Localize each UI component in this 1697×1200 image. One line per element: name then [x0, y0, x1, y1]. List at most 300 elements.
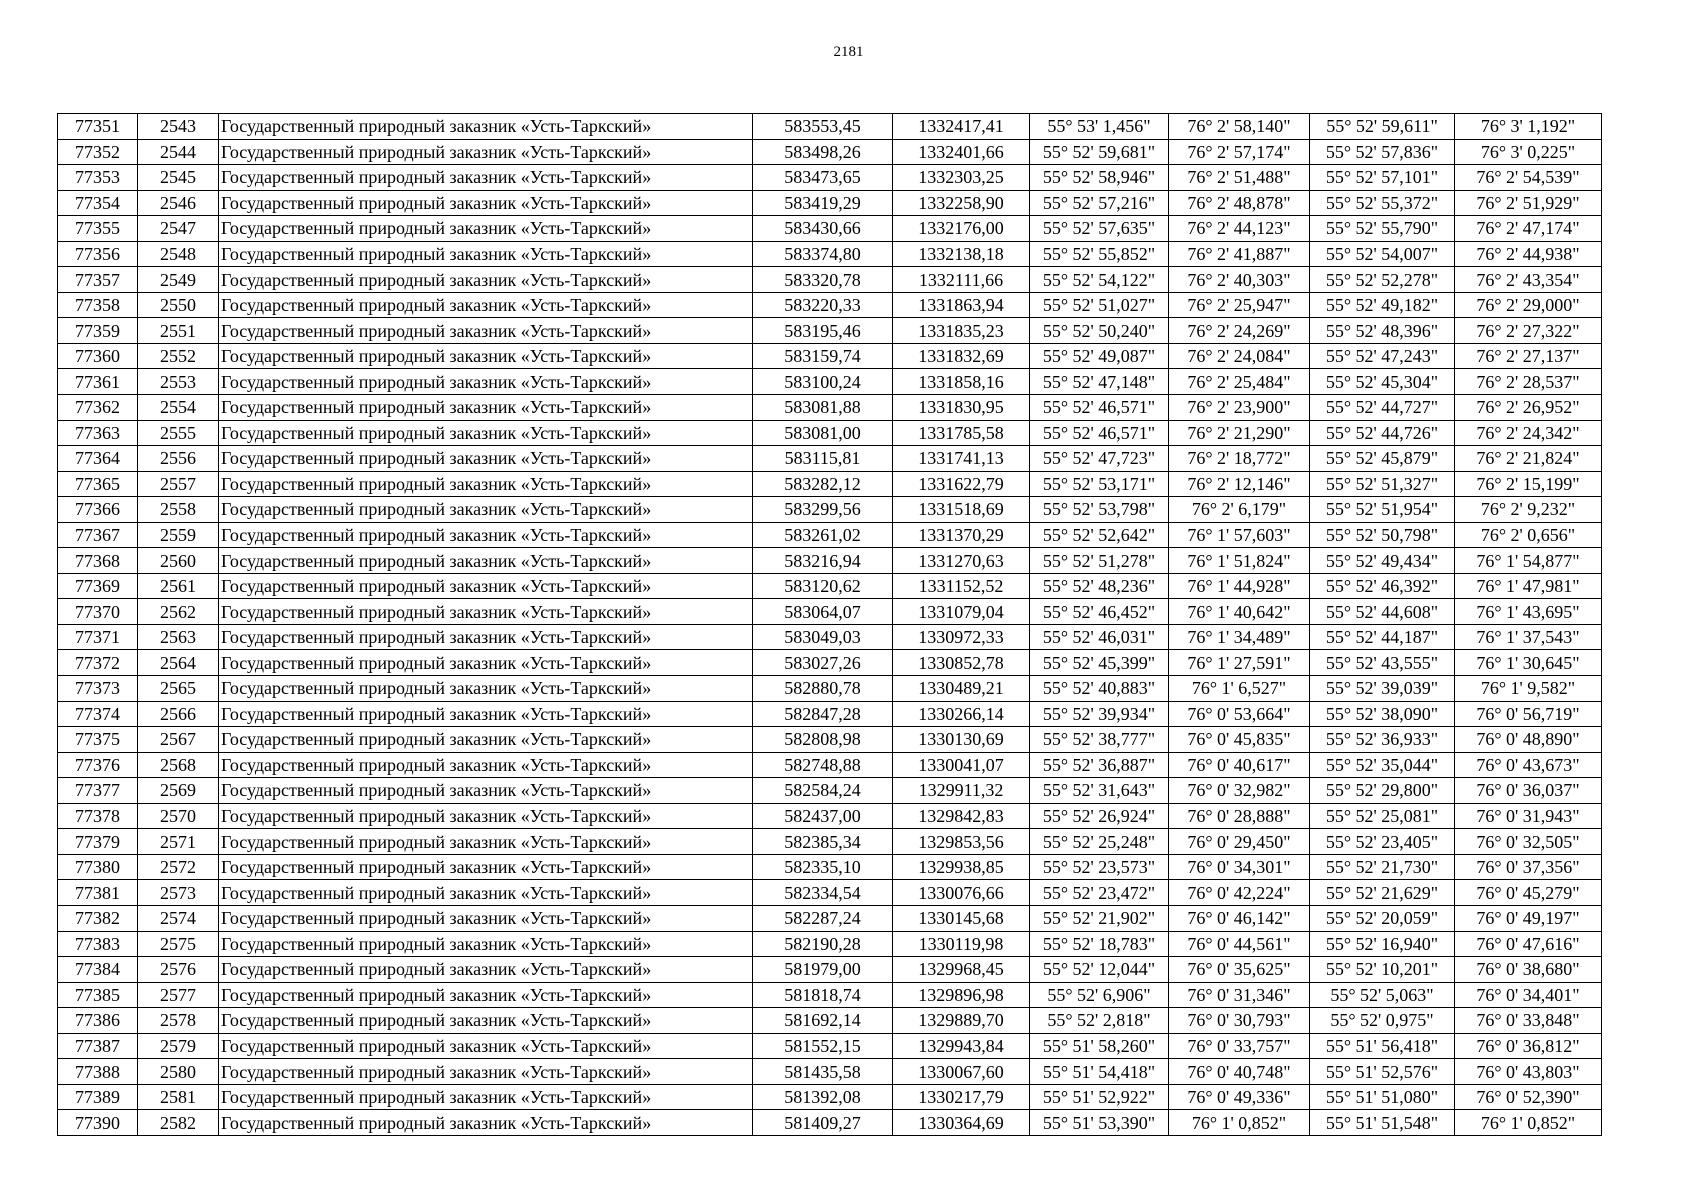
record-id-cell: 77387: [58, 1033, 138, 1059]
record-id-cell: 77371: [58, 624, 138, 650]
point-number-cell: 2566: [138, 701, 219, 727]
object-name-cell: Государственный природный заказник «Усть-Таркский»: [219, 522, 753, 548]
object-name-cell: Государственный природный заказник «Усть-Таркский»: [219, 548, 753, 574]
latitude-1-cell: 55° 52' 53,171": [1030, 471, 1169, 497]
latitude-1-cell: 55° 52' 58,946": [1030, 165, 1169, 191]
point-number-cell: 2558: [138, 497, 219, 523]
table-row: [58, 241, 1602, 267]
point-number-cell: 2567: [138, 727, 219, 753]
longitude-2-cell: 76° 0' 49,197": [1455, 905, 1602, 931]
object-name-cell: Государственный природный заказник «Усть-Таркский»: [219, 241, 753, 267]
x-coordinate-cell: 583374,80: [753, 241, 893, 267]
latitude-2-cell: 55° 52' 49,182": [1310, 292, 1455, 318]
latitude-2-cell: 55° 52' 54,007": [1310, 241, 1455, 267]
point-number-cell: 2553: [138, 369, 219, 395]
table-row: [58, 727, 1602, 753]
point-number-cell: 2571: [138, 829, 219, 855]
y-coordinate-cell: 1332258,90: [893, 190, 1030, 216]
latitude-2-cell: 55° 52' 55,790": [1310, 216, 1455, 242]
point-number-cell: 2544: [138, 139, 219, 165]
longitude-1-cell: 76° 0' 32,982": [1169, 778, 1310, 804]
latitude-1-cell: 55° 52' 12,044": [1030, 957, 1169, 983]
longitude-1-cell: 76° 2' 41,887": [1169, 241, 1310, 267]
record-id-cell: 77370: [58, 599, 138, 625]
x-coordinate-cell: 582437,00: [753, 803, 893, 829]
x-coordinate-cell: 583473,65: [753, 165, 893, 191]
point-number-cell: 2547: [138, 216, 219, 242]
object-name-cell: Государственный природный заказник «Усть-Таркский»: [219, 752, 753, 778]
latitude-2-cell: 55° 52' 52,278": [1310, 267, 1455, 293]
y-coordinate-cell: 1331079,04: [893, 599, 1030, 625]
record-id-cell: 77378: [58, 803, 138, 829]
longitude-1-cell: 76° 1' 40,642": [1169, 599, 1310, 625]
latitude-1-cell: 55° 52' 55,852": [1030, 241, 1169, 267]
x-coordinate-cell: 581818,74: [753, 982, 893, 1008]
x-coordinate-cell: 583115,81: [753, 446, 893, 472]
table-row: [58, 139, 1602, 165]
record-id-cell: 77358: [58, 292, 138, 318]
longitude-2-cell: 76° 2' 28,537": [1455, 369, 1602, 395]
x-coordinate-cell: 582334,54: [753, 880, 893, 906]
latitude-1-cell: 55° 52' 52,642": [1030, 522, 1169, 548]
record-id-cell: 77377: [58, 778, 138, 804]
y-coordinate-cell: 1329938,85: [893, 854, 1030, 880]
latitude-2-cell: 55° 51' 51,548": [1310, 1110, 1455, 1136]
y-coordinate-cell: 1329889,70: [893, 1008, 1030, 1034]
longitude-2-cell: 76° 1' 30,645": [1455, 650, 1602, 676]
longitude-2-cell: 76° 2' 0,656": [1455, 522, 1602, 548]
object-name-cell: Государственный природный заказник «Усть-Таркский»: [219, 216, 753, 242]
longitude-2-cell: 76° 1' 37,543": [1455, 624, 1602, 650]
table-row: [58, 1110, 1602, 1136]
point-number-cell: 2569: [138, 778, 219, 804]
record-id-cell: 77385: [58, 982, 138, 1008]
object-name-cell: Государственный природный заказник «Усть-Таркский»: [219, 676, 753, 702]
latitude-1-cell: 55° 52' 57,216": [1030, 190, 1169, 216]
x-coordinate-cell: 582335,10: [753, 854, 893, 880]
table-row: [58, 599, 1602, 625]
longitude-1-cell: 76° 1' 0,852": [1169, 1110, 1310, 1136]
longitude-1-cell: 76° 0' 40,748": [1169, 1059, 1310, 1085]
record-id-cell: 77384: [58, 957, 138, 983]
longitude-1-cell: 76° 2' 12,146": [1169, 471, 1310, 497]
point-number-cell: 2552: [138, 343, 219, 369]
latitude-2-cell: 55° 52' 57,101": [1310, 165, 1455, 191]
y-coordinate-cell: 1330130,69: [893, 727, 1030, 753]
x-coordinate-cell: 582584,24: [753, 778, 893, 804]
x-coordinate-cell: 583120,62: [753, 573, 893, 599]
latitude-2-cell: 55° 52' 21,629": [1310, 880, 1455, 906]
record-id-cell: 77380: [58, 854, 138, 880]
longitude-1-cell: 76° 0' 49,336": [1169, 1084, 1310, 1110]
table-row: [58, 369, 1602, 395]
record-id-cell: 77368: [58, 548, 138, 574]
y-coordinate-cell: 1332111,66: [893, 267, 1030, 293]
longitude-1-cell: 76° 2' 21,290": [1169, 420, 1310, 446]
point-number-cell: 2572: [138, 854, 219, 880]
point-number-cell: 2564: [138, 650, 219, 676]
x-coordinate-cell: 583049,03: [753, 624, 893, 650]
point-number-cell: 2551: [138, 318, 219, 344]
point-number-cell: 2565: [138, 676, 219, 702]
latitude-1-cell: 55° 52' 2,818": [1030, 1008, 1169, 1034]
latitude-2-cell: 55° 52' 25,081": [1310, 803, 1455, 829]
table-row: [58, 548, 1602, 574]
object-name-cell: Государственный природный заказник «Усть-Таркский»: [219, 1110, 753, 1136]
latitude-1-cell: 55° 52' 57,635": [1030, 216, 1169, 242]
table-row: [58, 676, 1602, 702]
record-id-cell: 77361: [58, 369, 138, 395]
table-row: [58, 216, 1602, 242]
longitude-2-cell: 76° 1' 9,582": [1455, 676, 1602, 702]
x-coordinate-cell: 583299,56: [753, 497, 893, 523]
point-number-cell: 2579: [138, 1033, 219, 1059]
table-row: [58, 395, 1602, 421]
y-coordinate-cell: 1332401,66: [893, 139, 1030, 165]
point-number-cell: 2556: [138, 446, 219, 472]
y-coordinate-cell: 1331152,52: [893, 573, 1030, 599]
latitude-2-cell: 55° 52' 45,304": [1310, 369, 1455, 395]
point-number-cell: 2555: [138, 420, 219, 446]
latitude-1-cell: 55° 53' 1,456": [1030, 114, 1169, 140]
point-number-cell: 2545: [138, 165, 219, 191]
x-coordinate-cell: 583419,29: [753, 190, 893, 216]
y-coordinate-cell: 1330972,33: [893, 624, 1030, 650]
x-coordinate-cell: 583081,88: [753, 395, 893, 421]
longitude-1-cell: 76° 2' 25,484": [1169, 369, 1310, 395]
record-id-cell: 77388: [58, 1059, 138, 1085]
y-coordinate-cell: 1332417,41: [893, 114, 1030, 140]
latitude-2-cell: 55° 52' 35,044": [1310, 752, 1455, 778]
object-name-cell: Государственный природный заказник «Усть-Таркский»: [219, 318, 753, 344]
table-row: [58, 905, 1602, 931]
object-name-cell: Государственный природный заказник «Усть-Таркский»: [219, 190, 753, 216]
latitude-2-cell: 55° 52' 5,063": [1310, 982, 1455, 1008]
longitude-2-cell: 76° 0' 43,673": [1455, 752, 1602, 778]
longitude-2-cell: 76° 3' 0,225": [1455, 139, 1602, 165]
latitude-1-cell: 55° 52' 48,236": [1030, 573, 1169, 599]
object-name-cell: Государственный природный заказник «Усть-Таркский»: [219, 471, 753, 497]
longitude-1-cell: 76° 0' 42,224": [1169, 880, 1310, 906]
latitude-2-cell: 55° 52' 49,434": [1310, 548, 1455, 574]
latitude-1-cell: 55° 52' 26,924": [1030, 803, 1169, 829]
point-number-cell: 2546: [138, 190, 219, 216]
latitude-2-cell: 55° 52' 48,396": [1310, 318, 1455, 344]
latitude-2-cell: 55° 52' 44,187": [1310, 624, 1455, 650]
latitude-1-cell: 55° 52' 59,681": [1030, 139, 1169, 165]
longitude-2-cell: 76° 2' 29,000": [1455, 292, 1602, 318]
page-number: 2181: [833, 44, 864, 60]
x-coordinate-cell: 581552,15: [753, 1033, 893, 1059]
y-coordinate-cell: 1330489,21: [893, 676, 1030, 702]
y-coordinate-cell: 1331622,79: [893, 471, 1030, 497]
y-coordinate-cell: 1329911,32: [893, 778, 1030, 804]
longitude-1-cell: 76° 0' 30,793": [1169, 1008, 1310, 1034]
object-name-cell: Государственный природный заказник «Усть-Таркский»: [219, 1059, 753, 1085]
longitude-1-cell: 76° 0' 44,561": [1169, 931, 1310, 957]
table-row: [58, 114, 1602, 140]
x-coordinate-cell: 583216,94: [753, 548, 893, 574]
latitude-1-cell: 55° 52' 46,452": [1030, 599, 1169, 625]
latitude-1-cell: 55° 52' 54,122": [1030, 267, 1169, 293]
x-coordinate-cell: 581392,08: [753, 1084, 893, 1110]
latitude-1-cell: 55° 52' 46,571": [1030, 395, 1169, 421]
latitude-2-cell: 55° 52' 51,954": [1310, 497, 1455, 523]
point-number-cell: 2578: [138, 1008, 219, 1034]
x-coordinate-cell: 582287,24: [753, 905, 893, 931]
table-row: [58, 752, 1602, 778]
object-name-cell: Государственный природный заказник «Усть-Таркский»: [219, 701, 753, 727]
record-id-cell: 77367: [58, 522, 138, 548]
x-coordinate-cell: 583064,07: [753, 599, 893, 625]
table-row: [58, 854, 1602, 880]
latitude-1-cell: 55° 52' 47,723": [1030, 446, 1169, 472]
latitude-1-cell: 55° 52' 53,798": [1030, 497, 1169, 523]
record-id-cell: 77390: [58, 1110, 138, 1136]
longitude-2-cell: 76° 2' 51,929": [1455, 190, 1602, 216]
latitude-2-cell: 55° 52' 47,243": [1310, 343, 1455, 369]
table-row: [58, 292, 1602, 318]
latitude-1-cell: 55° 51' 52,922": [1030, 1084, 1169, 1110]
latitude-1-cell: 55° 52' 18,783": [1030, 931, 1169, 957]
x-coordinate-cell: 583320,78: [753, 267, 893, 293]
point-number-cell: 2563: [138, 624, 219, 650]
point-number-cell: 2575: [138, 931, 219, 957]
record-id-cell: 77365: [58, 471, 138, 497]
latitude-2-cell: 55° 52' 51,327": [1310, 471, 1455, 497]
table-row: [58, 471, 1602, 497]
table-row: [58, 624, 1602, 650]
longitude-2-cell: 76° 1' 47,981": [1455, 573, 1602, 599]
object-name-cell: Государственный природный заказник «Усть-Таркский»: [219, 343, 753, 369]
longitude-2-cell: 76° 2' 26,952": [1455, 395, 1602, 421]
x-coordinate-cell: 583195,46: [753, 318, 893, 344]
longitude-1-cell: 76° 2' 18,772": [1169, 446, 1310, 472]
record-id-cell: 77366: [58, 497, 138, 523]
longitude-1-cell: 76° 2' 44,123": [1169, 216, 1310, 242]
object-name-cell: Государственный природный заказник «Усть-Таркский»: [219, 829, 753, 855]
object-name-cell: Государственный природный заказник «Усть-Таркский»: [219, 778, 753, 804]
longitude-1-cell: 76° 2' 23,900": [1169, 395, 1310, 421]
latitude-1-cell: 55° 52' 46,571": [1030, 420, 1169, 446]
longitude-1-cell: 76° 0' 33,757": [1169, 1033, 1310, 1059]
longitude-2-cell: 76° 0' 43,803": [1455, 1059, 1602, 1085]
latitude-2-cell: 55° 52' 20,059": [1310, 905, 1455, 931]
record-id-cell: 77386: [58, 1008, 138, 1034]
longitude-2-cell: 76° 2' 43,354": [1455, 267, 1602, 293]
record-id-cell: 77372: [58, 650, 138, 676]
longitude-1-cell: 76° 0' 31,346": [1169, 982, 1310, 1008]
latitude-1-cell: 55° 52' 51,027": [1030, 292, 1169, 318]
longitude-2-cell: 76° 0' 33,848": [1455, 1008, 1602, 1034]
table-row: [58, 1008, 1602, 1034]
record-id-cell: 77379: [58, 829, 138, 855]
x-coordinate-cell: 582847,28: [753, 701, 893, 727]
longitude-2-cell: 76° 0' 36,037": [1455, 778, 1602, 804]
y-coordinate-cell: 1330364,69: [893, 1110, 1030, 1136]
record-id-cell: 77382: [58, 905, 138, 931]
latitude-1-cell: 55° 52' 6,906": [1030, 982, 1169, 1008]
longitude-1-cell: 76° 0' 29,450": [1169, 829, 1310, 855]
y-coordinate-cell: 1329896,98: [893, 982, 1030, 1008]
latitude-1-cell: 55° 51' 53,390": [1030, 1110, 1169, 1136]
coordinates-table: [57, 113, 1602, 1136]
latitude-2-cell: 55° 51' 56,418": [1310, 1033, 1455, 1059]
record-id-cell: 77364: [58, 446, 138, 472]
latitude-2-cell: 55° 52' 44,727": [1310, 395, 1455, 421]
latitude-1-cell: 55° 52' 23,472": [1030, 880, 1169, 906]
x-coordinate-cell: 583100,24: [753, 369, 893, 395]
x-coordinate-cell: 581979,00: [753, 957, 893, 983]
object-name-cell: Государственный природный заказник «Усть-Таркский»: [219, 803, 753, 829]
point-number-cell: 2557: [138, 471, 219, 497]
longitude-2-cell: 76° 0' 31,943": [1455, 803, 1602, 829]
y-coordinate-cell: 1331270,63: [893, 548, 1030, 574]
x-coordinate-cell: 583282,12: [753, 471, 893, 497]
latitude-2-cell: 55° 52' 10,201": [1310, 957, 1455, 983]
longitude-2-cell: 76° 0' 32,505": [1455, 829, 1602, 855]
latitude-1-cell: 55° 52' 51,278": [1030, 548, 1169, 574]
object-name-cell: Государственный природный заказник «Усть-Таркский»: [219, 369, 753, 395]
record-id-cell: 77359: [58, 318, 138, 344]
longitude-2-cell: 76° 2' 21,824": [1455, 446, 1602, 472]
table-row: [58, 267, 1602, 293]
record-id-cell: 77352: [58, 139, 138, 165]
record-id-cell: 77353: [58, 165, 138, 191]
longitude-2-cell: 76° 2' 9,232": [1455, 497, 1602, 523]
record-id-cell: 77360: [58, 343, 138, 369]
object-name-cell: Государственный природный заказник «Усть-Таркский»: [219, 573, 753, 599]
longitude-2-cell: 76° 2' 44,938": [1455, 241, 1602, 267]
table-row: [58, 522, 1602, 548]
record-id-cell: 77374: [58, 701, 138, 727]
y-coordinate-cell: 1330067,60: [893, 1059, 1030, 1085]
table-row: [58, 701, 1602, 727]
table-row: [58, 880, 1602, 906]
latitude-2-cell: 55° 52' 50,798": [1310, 522, 1455, 548]
table-row: [58, 190, 1602, 216]
latitude-2-cell: 55° 52' 44,608": [1310, 599, 1455, 625]
table-row: [58, 982, 1602, 1008]
object-name-cell: Государственный природный заказник «Усть-Таркский»: [219, 446, 753, 472]
x-coordinate-cell: 583027,26: [753, 650, 893, 676]
table-row: [58, 420, 1602, 446]
longitude-2-cell: 76° 0' 45,279": [1455, 880, 1602, 906]
longitude-2-cell: 76° 0' 52,390": [1455, 1084, 1602, 1110]
latitude-1-cell: 55° 52' 36,887": [1030, 752, 1169, 778]
longitude-1-cell: 76° 2' 25,947": [1169, 292, 1310, 318]
object-name-cell: Государственный природный заказник «Усть-Таркский»: [219, 931, 753, 957]
point-number-cell: 2543: [138, 114, 219, 140]
latitude-2-cell: 55° 52' 38,090": [1310, 701, 1455, 727]
x-coordinate-cell: 581692,14: [753, 1008, 893, 1034]
point-number-cell: 2576: [138, 957, 219, 983]
point-number-cell: 2580: [138, 1059, 219, 1085]
x-coordinate-cell: 583081,00: [753, 420, 893, 446]
object-name-cell: Государственный природный заказник «Усть-Таркский»: [219, 650, 753, 676]
latitude-2-cell: 55° 52' 0,975": [1310, 1008, 1455, 1034]
y-coordinate-cell: 1330119,98: [893, 931, 1030, 957]
latitude-2-cell: 55° 52' 55,372": [1310, 190, 1455, 216]
record-id-cell: 77383: [58, 931, 138, 957]
latitude-1-cell: 55° 51' 58,260": [1030, 1033, 1169, 1059]
y-coordinate-cell: 1330041,07: [893, 752, 1030, 778]
object-name-cell: Государственный природный заказник «Усть-Таркский»: [219, 880, 753, 906]
latitude-2-cell: 55° 51' 52,576": [1310, 1059, 1455, 1085]
table-row: [58, 803, 1602, 829]
longitude-1-cell: 76° 1' 6,527": [1169, 676, 1310, 702]
x-coordinate-cell: 583220,33: [753, 292, 893, 318]
longitude-1-cell: 76° 0' 35,625": [1169, 957, 1310, 983]
object-name-cell: Государственный природный заказник «Усть-Таркский»: [219, 139, 753, 165]
longitude-2-cell: 76° 3' 1,192": [1455, 114, 1602, 140]
y-coordinate-cell: 1330852,78: [893, 650, 1030, 676]
y-coordinate-cell: 1330266,14: [893, 701, 1030, 727]
x-coordinate-cell: 582385,34: [753, 829, 893, 855]
longitude-1-cell: 76° 0' 46,142": [1169, 905, 1310, 931]
y-coordinate-cell: 1329842,83: [893, 803, 1030, 829]
longitude-2-cell: 76° 0' 37,356": [1455, 854, 1602, 880]
record-id-cell: 77373: [58, 676, 138, 702]
y-coordinate-cell: 1330076,66: [893, 880, 1030, 906]
y-coordinate-cell: 1332138,18: [893, 241, 1030, 267]
record-id-cell: 77351: [58, 114, 138, 140]
object-name-cell: Государственный природный заказник «Усть-Таркский»: [219, 727, 753, 753]
longitude-1-cell: 76° 2' 51,488": [1169, 165, 1310, 191]
y-coordinate-cell: 1329968,45: [893, 957, 1030, 983]
object-name-cell: Государственный природный заказник «Усть-Таркский»: [219, 957, 753, 983]
table-row: [58, 931, 1602, 957]
y-coordinate-cell: 1331741,13: [893, 446, 1030, 472]
longitude-2-cell: 76° 2' 27,322": [1455, 318, 1602, 344]
latitude-2-cell: 55° 51' 51,080": [1310, 1084, 1455, 1110]
point-number-cell: 2577: [138, 982, 219, 1008]
point-number-cell: 2562: [138, 599, 219, 625]
object-name-cell: Государственный природный заказник «Усть-Таркский»: [219, 624, 753, 650]
latitude-2-cell: 55° 52' 21,730": [1310, 854, 1455, 880]
y-coordinate-cell: 1331858,16: [893, 369, 1030, 395]
record-id-cell: 77357: [58, 267, 138, 293]
latitude-1-cell: 55° 52' 23,573": [1030, 854, 1169, 880]
record-id-cell: 77356: [58, 241, 138, 267]
y-coordinate-cell: 1330145,68: [893, 905, 1030, 931]
latitude-1-cell: 55° 52' 31,643": [1030, 778, 1169, 804]
latitude-2-cell: 55° 52' 23,405": [1310, 829, 1455, 855]
longitude-2-cell: 76° 0' 36,812": [1455, 1033, 1602, 1059]
record-id-cell: 77354: [58, 190, 138, 216]
longitude-2-cell: 76° 2' 27,137": [1455, 343, 1602, 369]
table-row: [58, 650, 1602, 676]
object-name-cell: Государственный природный заказник «Усть-Таркский»: [219, 982, 753, 1008]
longitude-1-cell: 76° 1' 27,591": [1169, 650, 1310, 676]
x-coordinate-cell: 583430,66: [753, 216, 893, 242]
x-coordinate-cell: 583261,02: [753, 522, 893, 548]
record-id-cell: 77389: [58, 1084, 138, 1110]
point-number-cell: 2582: [138, 1110, 219, 1136]
latitude-1-cell: 55° 52' 39,934": [1030, 701, 1169, 727]
x-coordinate-cell: 581435,58: [753, 1059, 893, 1085]
object-name-cell: Государственный природный заказник «Усть-Таркский»: [219, 1008, 753, 1034]
longitude-1-cell: 76° 1' 44,928": [1169, 573, 1310, 599]
point-number-cell: 2581: [138, 1084, 219, 1110]
object-name-cell: Государственный природный заказник «Усть-Таркский»: [219, 114, 753, 140]
latitude-2-cell: 55° 52' 46,392": [1310, 573, 1455, 599]
longitude-2-cell: 76° 2' 54,539": [1455, 165, 1602, 191]
x-coordinate-cell: 583553,45: [753, 114, 893, 140]
x-coordinate-cell: 582808,98: [753, 727, 893, 753]
table-row: [58, 1084, 1602, 1110]
latitude-2-cell: 55° 52' 43,555": [1310, 650, 1455, 676]
